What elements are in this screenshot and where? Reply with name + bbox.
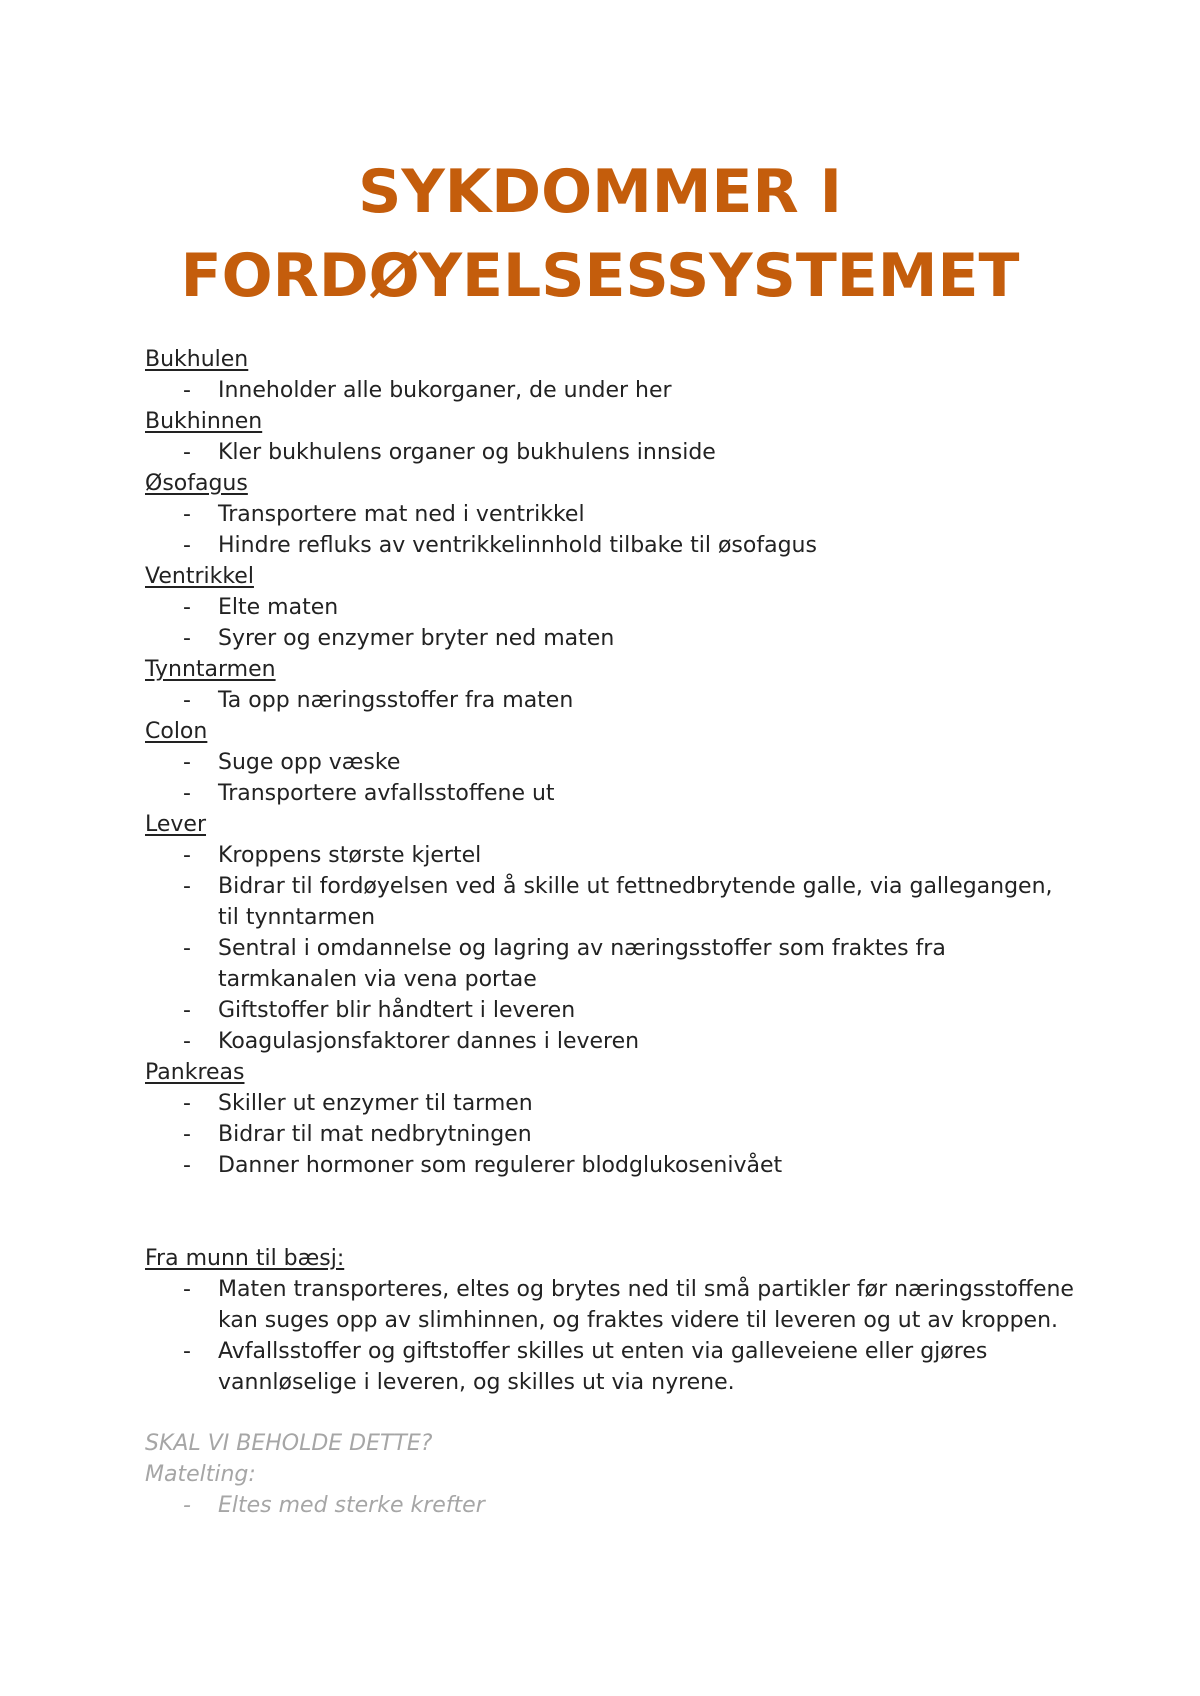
- draft-question: SKAL VI BEHOLDE DETTE?: [145, 1431, 433, 1456]
- list-item-text: Skiller ut enzymer til tarmen: [218, 1091, 533, 1116]
- list-item: [145, 1274, 1075, 1336]
- list-item: [145, 1150, 1075, 1181]
- list-item: [145, 685, 1075, 716]
- document-title: [0, 150, 1200, 318]
- list-item-text: Ta opp næringsstoffer fra maten: [218, 688, 574, 713]
- bullet-dash: -: [183, 378, 191, 403]
- section-heading: Tynntarmen: [145, 657, 276, 682]
- section-lever: [145, 809, 1075, 1057]
- section-pankreas: [145, 1057, 1075, 1181]
- list-item-text: Bidrar til fordøyelsen ved å skille ut fettnedbrytende galle, via gallegangen, til tynntarmen: [218, 874, 1053, 930]
- list-item: [145, 1490, 1075, 1521]
- bullet-dash: -: [183, 502, 191, 527]
- list-item-text: Avfallsstoffer og giftstoffer skilles ut enten via galleveiene eller gjøres vannløselige i leveren, og skilles ut via nyrene.: [218, 1339, 988, 1395]
- bullet-dash: -: [183, 998, 191, 1023]
- section-heading: Lever: [145, 812, 207, 837]
- list-item: [145, 778, 1075, 809]
- list-item-text: Transportere mat ned i ventrikkel: [218, 502, 585, 527]
- section-heading: Ventrikkel: [145, 564, 254, 589]
- list-item-text: Maten transporteres, eltes og brytes ned til små partikler før næringsstoffene kan suges opp av slimhinnen, og fraktes videre til leveren og ut av kroppen.: [218, 1277, 1074, 1333]
- section-draft: [145, 1428, 1075, 1521]
- list-item-text: Koagulasjonsfaktorer dannes i leveren: [218, 1029, 640, 1054]
- section-heading: Bukhinnen: [145, 409, 263, 434]
- bullet-dash: -: [183, 936, 191, 961]
- section-heading: Øsofagus: [145, 471, 248, 496]
- title-line-2: FORDØYELSESSYSTEMET: [180, 241, 1020, 311]
- section-summary: [145, 1243, 1075, 1398]
- list-item-text: Inneholder alle bukorganer, de under her: [218, 378, 672, 403]
- bullet-dash: -: [183, 750, 191, 775]
- section-osofagus: [145, 468, 1075, 561]
- bullet-dash: -: [183, 1122, 191, 1147]
- list-item-text: Kler bukhulens organer og bukhulens innside: [218, 440, 716, 465]
- list-item-text: Sentral i omdannelse og lagring av næringsstoffer som fraktes fra tarmkanalen via vena portae: [218, 936, 946, 992]
- bullet-dash: -: [183, 688, 191, 713]
- list-item: [145, 840, 1075, 871]
- list-item-text: Syrer og enzymer bryter ned maten: [218, 626, 615, 651]
- section-bukhulen: [145, 344, 1075, 406]
- list-item: [145, 933, 1075, 995]
- draft-subheading: Matelting:: [145, 1462, 256, 1487]
- bullet-dash: -: [183, 1091, 191, 1116]
- list-item-text: Bidrar til mat nedbrytningen: [218, 1122, 532, 1147]
- list-item-text: Transportere avfallsstoffene ut: [218, 781, 555, 806]
- document-body: [145, 344, 1075, 1521]
- bullet-dash: -: [183, 626, 191, 651]
- list-item: [145, 623, 1075, 654]
- bullet-dash: -: [183, 533, 191, 558]
- blank-line: [145, 1398, 1075, 1428]
- bullet-dash: -: [183, 781, 191, 806]
- bullet-dash: -: [183, 1277, 191, 1302]
- section-ventrikkel: [145, 561, 1075, 654]
- list-item: [145, 1336, 1075, 1398]
- list-item: [145, 1026, 1075, 1057]
- blank-lines: [145, 1181, 1075, 1243]
- list-item: [145, 530, 1075, 561]
- section-heading: Bukhulen: [145, 347, 249, 372]
- title-line-1: SYKDOMMER I: [358, 157, 842, 227]
- list-item: [145, 747, 1075, 778]
- bullet-dash: -: [183, 1339, 191, 1364]
- list-item-text: Danner hormoner som regulerer blodglukosenivået: [218, 1153, 783, 1178]
- section-tynntarmen: [145, 654, 1075, 716]
- list-item-text: Kroppens største kjertel: [218, 843, 482, 868]
- list-item: [145, 1088, 1075, 1119]
- section-heading: Fra munn til bæsj:: [145, 1246, 345, 1271]
- section-heading: Pankreas: [145, 1060, 245, 1085]
- list-item: [145, 592, 1075, 623]
- bullet-dash: -: [183, 843, 191, 868]
- list-item: [145, 375, 1075, 406]
- bullet-dash: -: [183, 874, 191, 899]
- list-item: [145, 871, 1075, 933]
- list-item-text: Elte maten: [218, 595, 339, 620]
- list-item-text: Giftstoffer blir håndtert i leveren: [218, 998, 576, 1023]
- bullet-dash: -: [183, 1493, 191, 1518]
- bullet-dash: -: [183, 1029, 191, 1054]
- bullet-dash: -: [183, 440, 191, 465]
- bullet-dash: -: [183, 595, 191, 620]
- list-item-text: Suge opp væske: [218, 750, 401, 775]
- section-heading: Colon: [145, 719, 208, 744]
- list-item: [145, 499, 1075, 530]
- list-item: [145, 1119, 1075, 1150]
- section-bukhinnen: [145, 406, 1075, 468]
- list-item: [145, 437, 1075, 468]
- list-item-text: Eltes med sterke krefter: [218, 1493, 485, 1518]
- bullet-dash: -: [183, 1153, 191, 1178]
- section-colon: [145, 716, 1075, 809]
- list-item-text: Hindre refluks av ventrikkelinnhold tilbake til øsofagus: [218, 533, 817, 558]
- list-item: [145, 995, 1075, 1026]
